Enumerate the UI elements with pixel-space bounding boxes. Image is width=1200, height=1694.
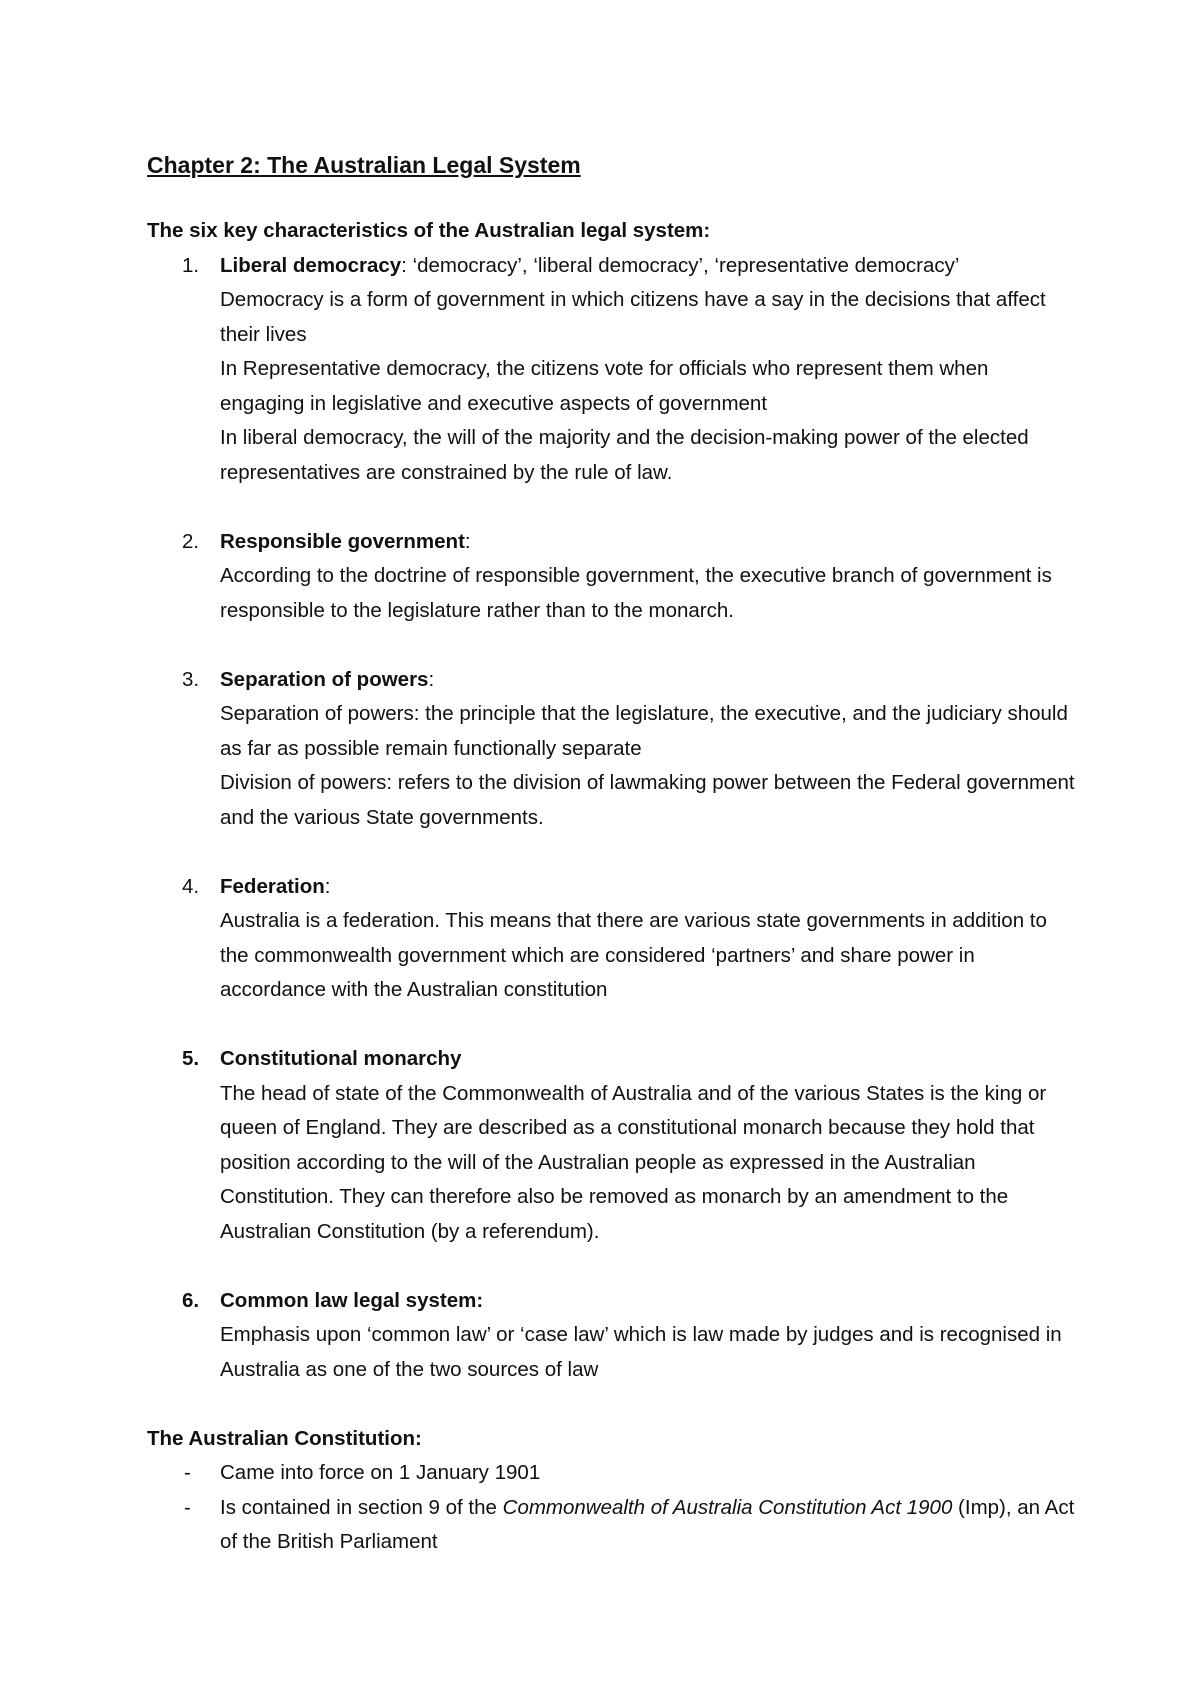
item-number: 1.: [182, 253, 200, 277]
item-body: [220, 525, 1077, 629]
item-text: [220, 1491, 1077, 1560]
item-term-suffix: :: [428, 667, 435, 691]
item-term-line: [220, 1284, 1077, 1319]
item-number: 6.: [182, 1288, 200, 1312]
item-term: Separation of powers: [220, 667, 429, 691]
item-number: 4.: [182, 874, 200, 898]
list-item: [147, 1491, 1077, 1560]
list-item: [147, 1456, 1077, 1491]
characteristics-list: [147, 249, 1077, 1388]
item-text: Democracy is a form of government in which citizens have a say in the decisions that affect their lives: [220, 288, 1046, 346]
item-term-line: [220, 525, 1077, 560]
characteristic-item: [147, 249, 1077, 491]
item-number: 2.: [182, 529, 200, 553]
item-text: Australia is a federation. This means that there are various state governments in addition to the commonwealth government which are considered ‘partners’ and share power in accordance with the Australian constitution: [220, 909, 1047, 1001]
dash-bullet: -: [184, 1495, 191, 1519]
characteristics-heading: The six key characteristics of the Australian legal system:: [147, 219, 711, 242]
item-term-line: [220, 663, 1077, 698]
item-term: Liberal democracy: [220, 253, 402, 277]
characteristic-item: [147, 663, 1077, 836]
item-text: Division of powers: refers to the division of lawmaking power between the Federal government and the various State governments.: [220, 771, 1075, 829]
item-body: [220, 870, 1077, 1008]
characteristic-item: [147, 1042, 1077, 1249]
item-body: [220, 249, 1077, 491]
act-title: Commonwealth of Australia Constitution Act 1900: [502, 1495, 953, 1519]
item-text: In liberal democracy, the will of the majority and the decision-making power of the elected representatives are constrained by the rule of law.: [220, 426, 1029, 484]
item-text-pre: Is contained in section 9 of the: [220, 1495, 503, 1519]
document-content: [147, 150, 1077, 1560]
item-text: The head of state of the Commonwealth of Australia and of the various States is the king or queen of England. They are described as a constitutional monarch because they hold that position according to the will of the Australian people as expressed in the Australian Constitution. They can therefore also be removed as monarch by an amendment to the Australian Constitution (by a referendum).: [220, 1081, 1047, 1243]
item-term-line: [220, 870, 1077, 905]
characteristic-item: [147, 870, 1077, 1008]
item-term-suffix: :: [324, 874, 331, 898]
item-term-suffix: : ‘democracy’, ‘liberal democracy’, ‘representative democracy’: [401, 253, 960, 277]
item-term: Constitutional monarchy: [220, 1047, 462, 1070]
item-term-suffix: :: [464, 529, 471, 553]
constitution-heading: The Australian Constitution:: [147, 1426, 422, 1450]
item-term-line: [220, 249, 1077, 284]
item-body: [220, 663, 1077, 836]
chapter-title: Chapter 2: The Australian Legal System: [147, 152, 581, 178]
item-body: [220, 1042, 1077, 1249]
item-text-post: (Imp), an Act of the British Parliament: [220, 1495, 1075, 1553]
item-term-line: [220, 1042, 1077, 1077]
item-text: In Representative democracy, the citizens vote for officials who represent them when engaging in legislative and executive aspects of government: [220, 357, 989, 415]
item-text: Came into force on 1 January 1901: [220, 1461, 541, 1484]
item-text: Emphasis upon ‘common law’ or ‘case law’ which is law made by judges and is recognised in Australia as one of the two sources of law: [220, 1323, 1062, 1381]
item-body: [220, 1284, 1077, 1388]
characteristic-item: [147, 525, 1077, 629]
item-number: 5.: [182, 1047, 200, 1070]
item-text: Separation of powers: the principle that the legislature, the executive, and the judiciary should as far as possible remain functionally separate: [220, 702, 1068, 760]
item-term: Responsible government: [220, 529, 465, 553]
dash-bullet: -: [184, 1461, 191, 1484]
characteristic-item: [147, 1284, 1077, 1388]
item-term: Federation: [220, 874, 325, 898]
item-number: 3.: [182, 667, 200, 691]
constitution-list: [147, 1456, 1077, 1560]
item-term: Common law legal system:: [220, 1288, 484, 1312]
item-text: According to the doctrine of responsible government, the executive branch of government is responsible to the legislature rather than to the monarch.: [220, 564, 1052, 622]
